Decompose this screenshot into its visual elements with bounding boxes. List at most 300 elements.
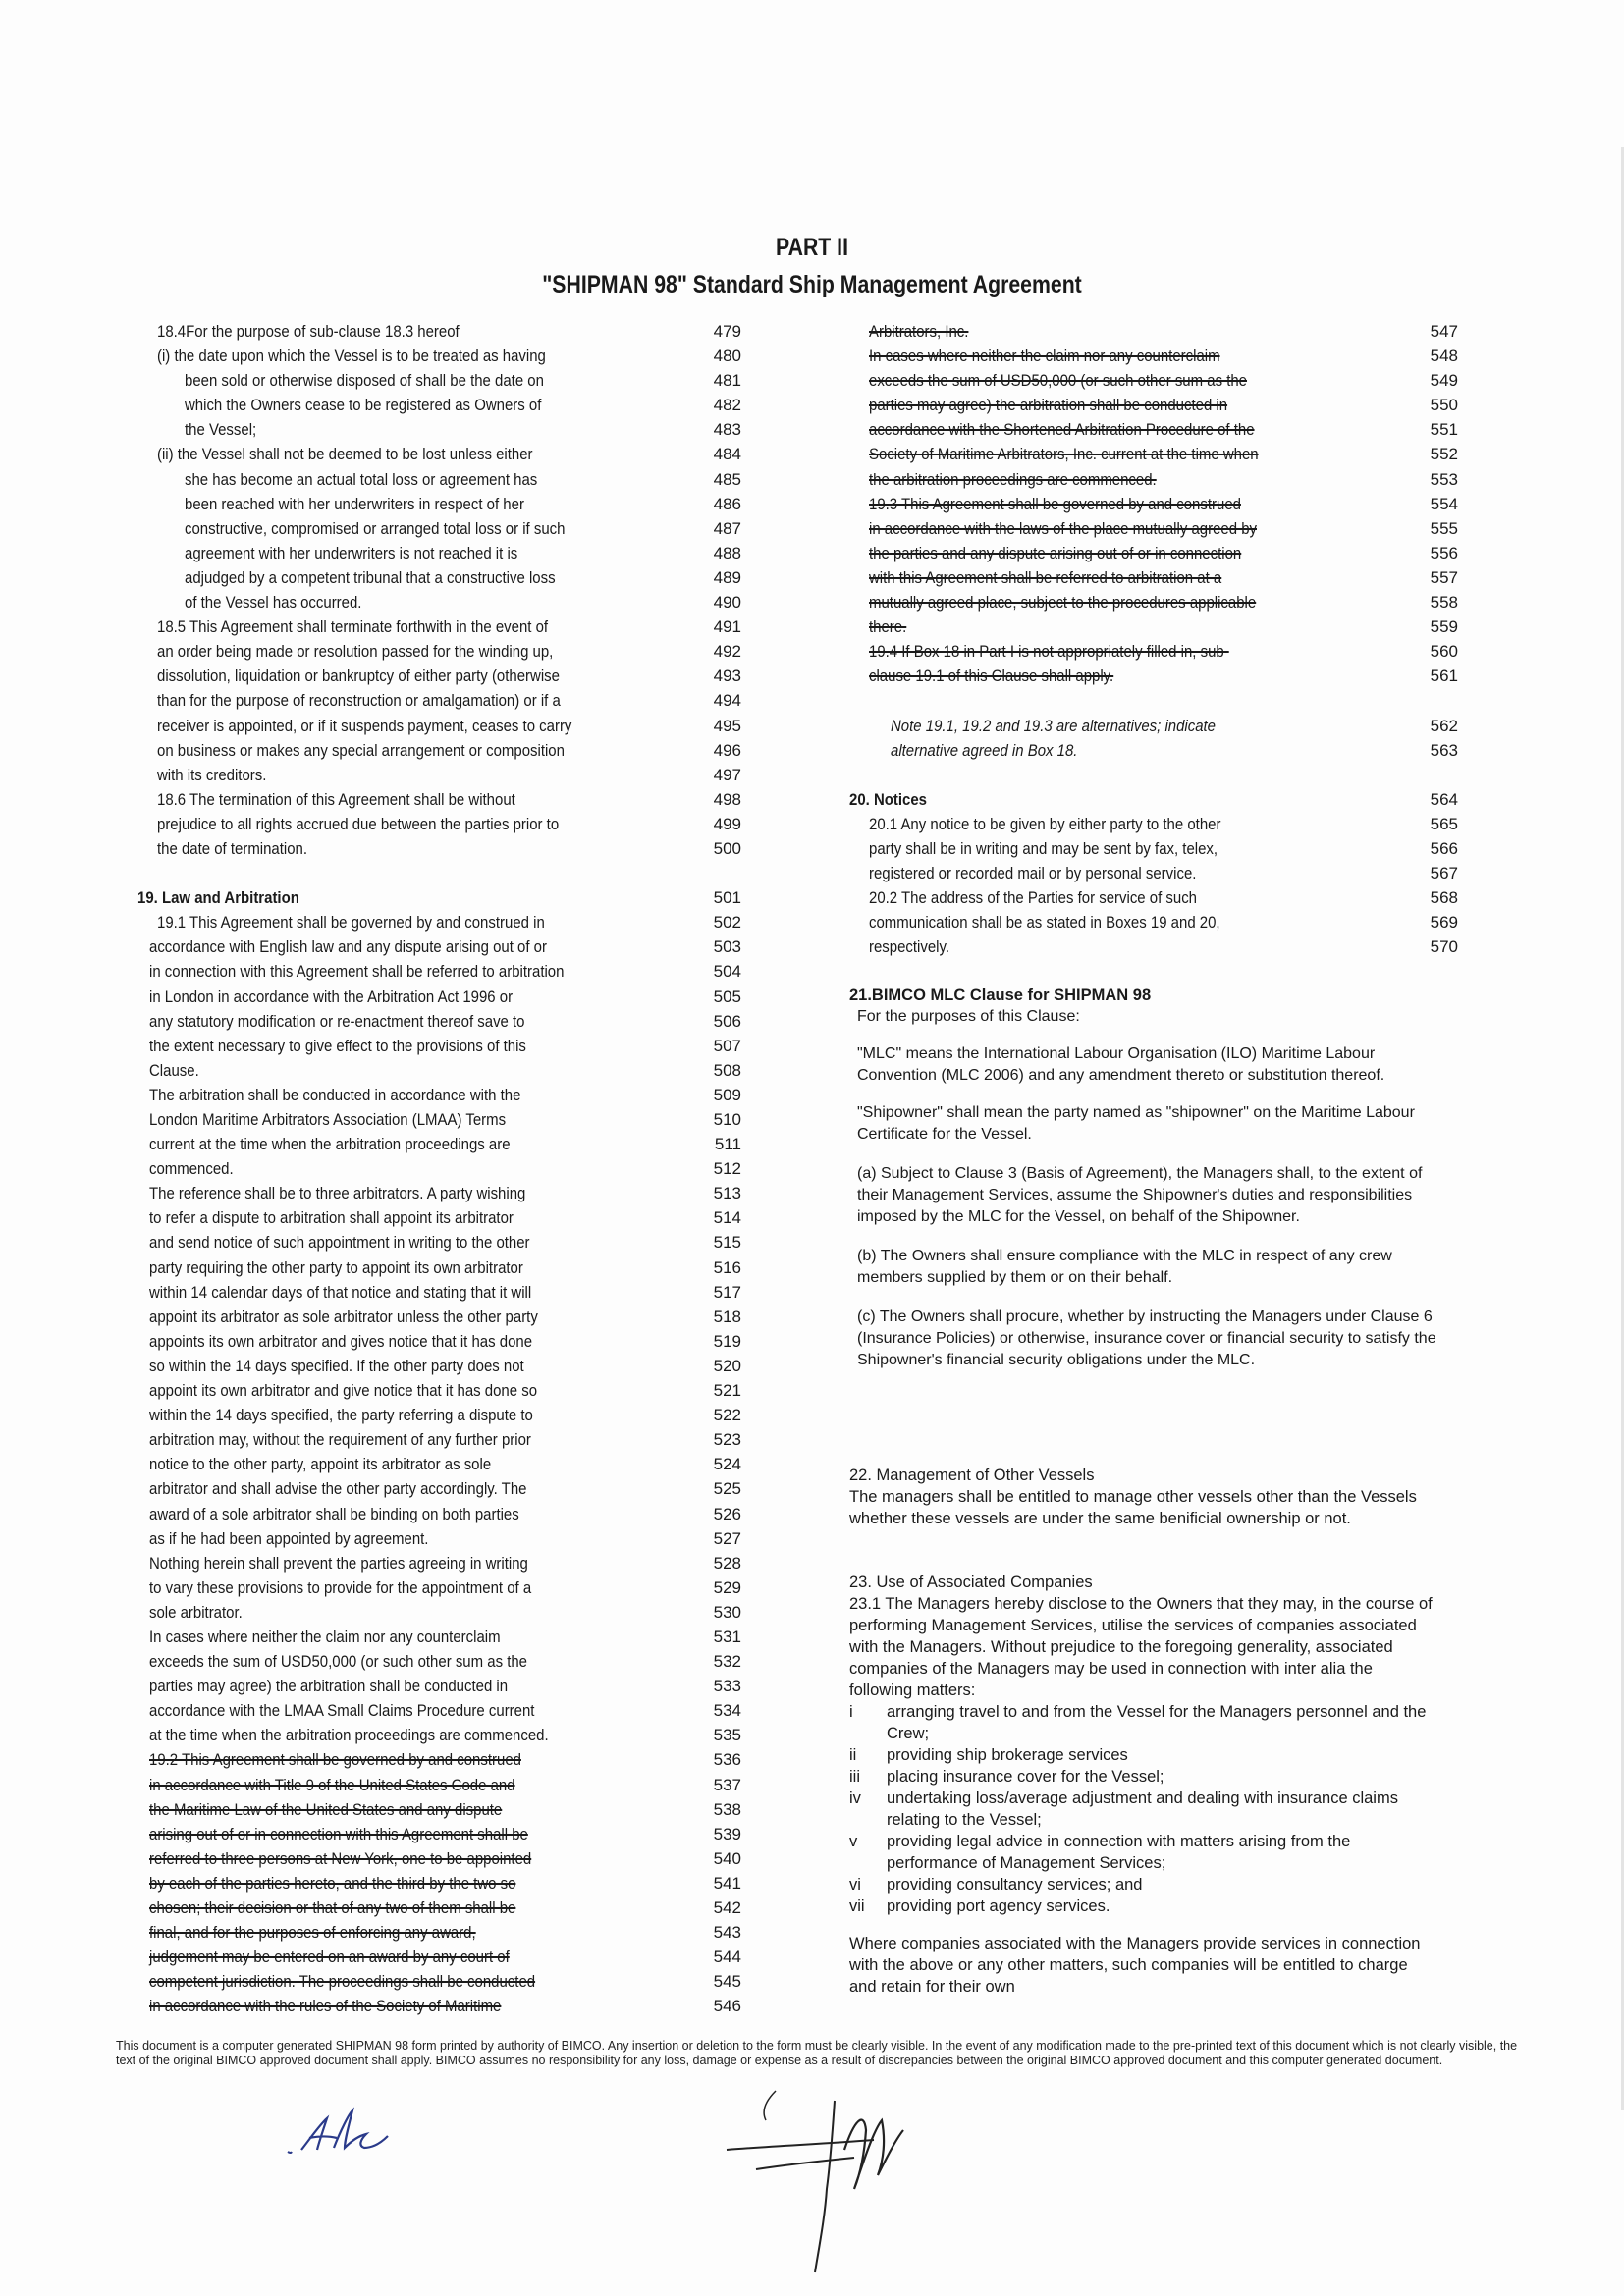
text-line	[149, 1526, 741, 1551]
line-number: 560	[1430, 642, 1458, 662]
text-line	[149, 1994, 741, 2018]
line-text: in London in accordance with the Arbitration Act 1996 or	[149, 987, 514, 1006]
clause-23-list	[849, 1701, 1438, 1917]
line-text: by each of the parties hereto, and the third by the two so	[149, 1873, 516, 1893]
list-item	[849, 1788, 1438, 1831]
text-line	[849, 910, 1458, 934]
line-text: current at the time when the arbitration proceedings are	[149, 1135, 511, 1154]
line-number: 512	[713, 1159, 741, 1179]
line-text: accordance with English law and any dispute arising out of or	[149, 937, 547, 957]
text-line	[849, 565, 1458, 590]
line-number: 555	[1430, 518, 1458, 538]
line-number: 504	[713, 962, 741, 982]
line-number: 550	[1430, 396, 1458, 415]
line-text: arbitration may, without the requirement of any further prior	[149, 1430, 531, 1450]
line-number: 549	[1430, 371, 1458, 391]
line-number: 539	[713, 1824, 741, 1843]
line-text: receiver is appointed, or if it suspends payment, ceases to carry	[157, 716, 572, 735]
line-number: 554	[1430, 494, 1458, 513]
text-line	[149, 1083, 741, 1107]
line-number: 523	[713, 1430, 741, 1450]
line-text: party requiring the other party to appoint its own arbitrator	[149, 1257, 523, 1277]
line-number: 511	[714, 1135, 741, 1154]
line-text: an order being made or resolution passed for the winding up,	[157, 642, 554, 662]
line-text: In cases where neither the claim nor any counterclaim	[149, 1627, 501, 1646]
line-number: 489	[713, 567, 741, 587]
text-line	[149, 1427, 741, 1452]
line-text: appoint its arbitrator as sole arbitrator unless the other party	[149, 1307, 538, 1326]
line-text: 18.5 This Agreement shall terminate forthwith in the event of	[157, 617, 549, 637]
line-text: 19.3 This Agreement shall be governed by and construed	[869, 494, 1241, 513]
line-number: 531	[713, 1627, 741, 1646]
part-heading: PART II	[775, 234, 848, 261]
line-text: appoints its own arbitrator and gives notice that it has done	[149, 1331, 533, 1351]
line-text: appoint its own arbitrator and give notice that it has done so	[149, 1381, 538, 1401]
line-number: 494	[713, 691, 741, 711]
list-item-text: providing legal advice in connection with matters arising from the performance of Management Services;	[887, 1833, 1351, 1872]
line-number: 517	[713, 1282, 741, 1302]
text-line	[149, 1205, 741, 1230]
text-line	[149, 1920, 741, 1945]
line-number: 519	[713, 1331, 741, 1351]
text-line	[149, 1575, 741, 1600]
text-line	[149, 1403, 741, 1427]
line-text: the arbitration proceedings are commenced.	[869, 469, 1157, 489]
line-text: (i) the date upon which the Vessel is to be treated as having	[157, 347, 546, 366]
line-number: 506	[713, 1011, 741, 1031]
text-line	[849, 688, 1458, 713]
line-number: 499	[713, 814, 741, 833]
text-line	[157, 344, 741, 368]
line-number: 568	[1430, 888, 1458, 908]
line-number: 493	[713, 667, 741, 686]
line-text: 19.2 This Agreement shall be governed by and construed	[149, 1750, 521, 1770]
text-line	[149, 1625, 741, 1649]
list-item	[849, 1766, 1438, 1788]
text-line	[157, 319, 741, 344]
text-line	[149, 1107, 741, 1132]
handwritten-signature	[717, 2081, 952, 2277]
line-text: 18.4For the purpose of sub-clause 18.3 hereof	[157, 322, 460, 341]
line-number: 500	[713, 838, 741, 858]
line-text: London Maritime Arbitrators Association (LMAA) Terms	[149, 1110, 507, 1129]
text-line	[149, 985, 741, 1009]
text-line	[149, 1452, 741, 1476]
line-text: there.	[869, 617, 907, 637]
text-line	[149, 1009, 741, 1034]
text-line	[149, 1255, 741, 1280]
text-line	[149, 1698, 741, 1723]
text-line	[849, 836, 1458, 861]
line-number: 501	[713, 888, 741, 908]
text-line	[149, 1773, 741, 1797]
line-text: been reached with her underwriters in respect of her	[185, 494, 524, 513]
line-number: 510	[713, 1110, 741, 1129]
line-text: Arbitrators, Inc.	[869, 322, 969, 341]
text-line	[149, 1649, 741, 1674]
clause-22-body: The managers shall be entitled to manage other vessels other than the Vessels whether these vessels are under the same benificial ownership or not.	[849, 1488, 1417, 1527]
line-number: 525	[713, 1479, 741, 1499]
list-item	[849, 1744, 1438, 1766]
left-column	[137, 319, 741, 2018]
text-line	[149, 1305, 741, 1329]
line-number: 515	[713, 1233, 741, 1253]
text-line	[157, 688, 741, 713]
line-text: The reference shall be to three arbitrators. A party wishing	[149, 1184, 526, 1203]
line-text: at the time when the arbitration proceedings are commenced.	[149, 1726, 549, 1745]
text-line	[149, 1280, 741, 1305]
line-number: 566	[1430, 838, 1458, 858]
line-number: 508	[713, 1060, 741, 1080]
clause-21-intro: For the purposes of this Clause:	[857, 1008, 1080, 1025]
line-text: exceeds the sum of USD50,000 (or such other sum as the	[869, 371, 1248, 391]
text-line	[157, 639, 741, 664]
initials-signature	[280, 2101, 398, 2169]
text-line	[149, 1797, 741, 1822]
list-item-text: providing ship brokerage services	[887, 1746, 1128, 1764]
text-line	[149, 1034, 741, 1058]
text-line	[849, 393, 1458, 417]
text-line	[149, 1871, 741, 1896]
line-number: 520	[713, 1356, 741, 1375]
line-text: notice to the other party, appoint its arbitrator as sole	[149, 1455, 492, 1474]
line-text: 19. Law and Arbitration	[137, 888, 299, 908]
text-line	[149, 1723, 741, 1747]
text-line	[149, 1969, 741, 1994]
list-item	[849, 1896, 1438, 1917]
list-item-marker: iii	[849, 1768, 860, 1786]
line-text: to vary these provisions to provide for the appointment of a	[149, 1577, 532, 1597]
clause-21-heading: 21.BIMCO MLC Clause for SHIPMAN 98	[849, 987, 1152, 1004]
line-number: 509	[713, 1085, 741, 1104]
line-text: parties may agree) the arbitration shall be conducted in	[869, 396, 1228, 415]
text-line	[849, 714, 1458, 738]
line-text: which the Owners cease to be registered as Owners of	[185, 396, 542, 415]
line-text: of the Vessel has occurred.	[185, 593, 362, 613]
line-text: award of a sole arbitrator shall be binding on both parties	[149, 1504, 519, 1523]
line-text: arbitrator and shall advise the other party accordingly. The	[149, 1479, 527, 1499]
list-item-marker: v	[849, 1833, 858, 1850]
text-line	[157, 590, 741, 614]
line-text: and send notice of such appointment in writing to the other	[149, 1233, 530, 1253]
line-number: 544	[713, 1948, 741, 1967]
line-number: 524	[713, 1455, 741, 1474]
list-item-marker: vi	[849, 1876, 861, 1894]
line-number: 557	[1430, 567, 1458, 587]
line-number: 567	[1430, 864, 1458, 883]
text-line	[849, 590, 1458, 614]
line-text: on business or makes any special arrangement or composition	[157, 740, 565, 760]
line-text: as if he had been appointed by agreement.	[149, 1528, 429, 1548]
list-item-text: placing insurance cover for the Vessel;	[887, 1768, 1164, 1786]
line-text: mutually agreed place, subject to the procedures applicable	[869, 593, 1257, 613]
line-text: accordance with the Shortened Arbitration Procedure of the	[869, 420, 1255, 440]
line-text: communication shall be as stated in Boxes 19 and 20,	[869, 913, 1220, 933]
line-text: any statutory modification or re-enactment thereof save to	[149, 1011, 525, 1031]
shipowner-definition: "Shipowner" shall mean the party named as "shipowner" on the Maritime Labour Certificate for the Vessel.	[857, 1104, 1415, 1143]
text-line	[157, 763, 741, 787]
line-number: 507	[713, 1036, 741, 1055]
text-line	[149, 1058, 741, 1083]
text-line	[149, 1378, 741, 1403]
text-line	[149, 1132, 741, 1156]
line-text: so within the 14 days specified. If the other party does not	[149, 1356, 524, 1375]
line-text: in accordance with Title 9 of the United States Code and	[149, 1775, 515, 1794]
line-text: 20.1 Any notice to be given by either party to the other	[869, 814, 1221, 833]
line-number: 518	[713, 1307, 741, 1326]
line-number: 498	[713, 789, 741, 809]
line-number: 492	[713, 642, 741, 662]
text-line	[149, 1747, 741, 1772]
line-number: 479	[713, 322, 741, 341]
line-number: 496	[713, 740, 741, 760]
text-line	[149, 1329, 741, 1354]
text-line	[137, 885, 741, 910]
clause-22-heading: 22. Management of Other Vessels	[849, 1467, 1095, 1484]
line-number: 490	[713, 593, 741, 613]
line-text: Society of Maritime Arbitrators, Inc. current at the time when	[869, 445, 1259, 464]
text-line	[849, 368, 1458, 393]
line-text: within the 14 days specified, the party referring a dispute to	[149, 1406, 533, 1425]
line-number: 569	[1430, 913, 1458, 933]
line-text: registered or recorded mail or by personal service.	[869, 864, 1197, 883]
line-text: been sold or otherwise disposed of shall be the date on	[185, 371, 544, 391]
clause-21	[849, 985, 1438, 1371]
line-text: In cases where neither the claim nor any counterclaim	[869, 347, 1220, 366]
line-text: the Vessel;	[185, 420, 257, 440]
text-line	[849, 442, 1458, 466]
text-line	[849, 738, 1458, 763]
line-text: arising out of or in connection with this Agreement shall be	[149, 1824, 528, 1843]
list-item-text: undertaking loss/average adjustment and dealing with insurance claims relating to the Vessel;	[887, 1789, 1398, 1829]
text-line	[149, 1181, 741, 1205]
text-line	[157, 417, 741, 442]
text-line	[157, 664, 741, 688]
mlc-definition: "MLC" means the International Labour Organisation (ILO) Maritime Labour Convention (MLC 2006) and any amendment thereto or substitution thereof.	[857, 1045, 1385, 1084]
text-line	[157, 467, 741, 492]
line-number: 529	[713, 1577, 741, 1597]
line-text: 19.1 This Agreement shall be governed by and construed in	[157, 913, 545, 933]
list-item	[849, 1874, 1438, 1896]
line-number: 559	[1430, 617, 1458, 637]
line-text: the extent necessary to give effect to the provisions of this	[149, 1036, 526, 1055]
line-number: 553	[1430, 469, 1458, 489]
clause-23-heading: 23. Use of Associated Companies	[849, 1574, 1093, 1591]
text-line	[849, 787, 1458, 812]
text-line	[149, 1822, 741, 1846]
line-number: 505	[713, 987, 741, 1006]
clause-23-body: 23.1 The Managers hereby disclose to the Owners that they may, in the course of performing Management Services, utilise the services of companies associated with the Managers. Without prejudice to the foregoing generality, associated companies of the Managers may be used in connection with inter alia the following matters:	[849, 1595, 1433, 1699]
line-number: 561	[1430, 667, 1458, 686]
line-number: 491	[713, 617, 741, 637]
line-number: 533	[713, 1677, 741, 1696]
text-line	[849, 614, 1458, 639]
list-item	[849, 1831, 1438, 1874]
line-text: 20.2 The address of the Parties for service of such	[869, 888, 1198, 908]
line-number: 541	[713, 1873, 741, 1893]
clause-23	[849, 1572, 1438, 1998]
text-line	[849, 639, 1458, 664]
line-text: referred to three persons at New York, one to be appointed	[149, 1848, 532, 1868]
text-line	[157, 516, 741, 541]
line-number: 558	[1430, 593, 1458, 613]
text-line	[157, 738, 741, 763]
text-line	[157, 393, 741, 417]
list-item-marker: ii	[849, 1746, 857, 1764]
line-number: 483	[713, 420, 741, 440]
text-line	[849, 885, 1458, 910]
line-number: 556	[1430, 543, 1458, 562]
text-line	[149, 1551, 741, 1575]
line-text: to refer a dispute to arbitration shall appoint its arbitrator	[149, 1208, 514, 1228]
document-title: "SHIPMAN 98" Standard Ship Management Agreement	[542, 271, 1082, 298]
text-line	[849, 664, 1458, 688]
line-text: with its creditors.	[157, 765, 267, 784]
line-text: within 14 calendar days of that notice and stating that it will	[149, 1282, 532, 1302]
right-column	[849, 319, 1458, 959]
line-text: than for the purpose of reconstruction or amalgamation) or if a	[157, 691, 561, 711]
text-line	[157, 442, 741, 466]
line-number: 565	[1430, 814, 1458, 833]
line-number: 530	[713, 1602, 741, 1622]
line-text: in accordance with the laws of the place mutually agreed by	[869, 518, 1258, 538]
list-item-text: providing consultancy services; and	[887, 1876, 1143, 1894]
line-text: judgement may be entered on an award by any court of	[149, 1948, 510, 1967]
text-line	[149, 1354, 741, 1378]
line-text: 18.6 The termination of this Agreement shall be without	[157, 789, 515, 809]
clause-21-c: (c) The Owners shall procure, whether by instructing the Managers under Clause 6 (Insurance Policies) or otherwise, insurance cover or financial security to satisfy the Shipowner's financial security obligations under the MLC.	[857, 1308, 1436, 1368]
line-text: final, and for the purposes of enforcing any award,	[149, 1923, 476, 1943]
line-number: 546	[713, 1997, 741, 2016]
line-number: 552	[1430, 445, 1458, 464]
line-text: chosen; their decision or that of any two of them shall be	[149, 1898, 516, 1917]
text-line	[849, 319, 1458, 344]
text-line	[157, 714, 741, 738]
line-text: Clause.	[149, 1060, 199, 1080]
text-line	[149, 1600, 741, 1625]
clause-21-a: (a) Subject to Clause 3 (Basis of Agreement), the Managers shall, to the extent of their Management Services, assume the Shipowner's duties and responsibilities imposed by the MLC for the Vessel, on behalf of the Shipowner.	[857, 1165, 1423, 1225]
line-number: 482	[713, 396, 741, 415]
text-line	[149, 959, 741, 984]
line-number: 536	[713, 1750, 741, 1770]
line-number: 486	[713, 494, 741, 513]
line-text: clause 19.1 of this Clause shall apply.	[869, 667, 1114, 686]
text-line	[849, 492, 1458, 516]
line-number: 532	[713, 1652, 741, 1672]
line-text: adjudged by a competent tribunal that a constructive loss	[185, 567, 556, 587]
line-number: 551	[1430, 420, 1458, 440]
line-text: agreement with her underwriters is not reached it is	[185, 543, 518, 562]
text-line	[849, 467, 1458, 492]
footer-disclaimer: This document is a computer generated SHIPMAN 98 form printed by authority of BIMCO. Any insertion or deletion to the form must be clearly visible. In the event of any modification made to the pre-printed text of this document which is not clearly visible, the text of the original BIMCO approved document shall apply. BIMCO assumes no responsibility for any loss, damage or expense as a result of discrepancies between the original BIMCO approved document and this computer generated document.	[116, 2039, 1518, 2067]
text-line	[849, 344, 1458, 368]
line-number: 570	[1430, 937, 1458, 957]
text-line	[149, 1945, 741, 1969]
text-line	[149, 1674, 741, 1698]
line-text: Note 19.1, 19.2 and 19.3 are alternatives; indicate	[891, 716, 1217, 735]
text-line	[157, 861, 741, 885]
list-item-marker: iv	[849, 1789, 861, 1807]
line-number: 538	[713, 1799, 741, 1819]
line-text: (ii) the Vessel shall not be deemed to be lost unless either	[157, 445, 533, 464]
line-number: 527	[713, 1528, 741, 1548]
line-number: 484	[713, 445, 741, 464]
clause-23-tail: Where companies associated with the Managers provide services in connection with the above or any other matters, such companies will be entitled to charge and retain for their own	[849, 1935, 1421, 1996]
line-number: 487	[713, 518, 741, 538]
line-number: 543	[713, 1923, 741, 1943]
line-number: 534	[713, 1701, 741, 1721]
text-line	[849, 861, 1458, 885]
line-text: she has become an actual total loss or agreement has	[185, 469, 538, 489]
text-line	[157, 565, 741, 590]
text-line	[157, 787, 741, 812]
line-text: sole arbitrator.	[149, 1602, 243, 1622]
line-number: 540	[713, 1848, 741, 1868]
line-number: 563	[1430, 740, 1458, 760]
text-line	[149, 1476, 741, 1501]
text-line	[157, 368, 741, 393]
line-number: 522	[713, 1406, 741, 1425]
text-line	[849, 934, 1458, 959]
line-text: parties may agree) the arbitration shall be conducted in	[149, 1677, 509, 1696]
list-item	[849, 1701, 1438, 1744]
line-number: 548	[1430, 347, 1458, 366]
line-number: 521	[713, 1381, 741, 1401]
line-number: 516	[713, 1257, 741, 1277]
text-line	[149, 1502, 741, 1526]
line-number: 514	[713, 1208, 741, 1228]
line-number: 562	[1430, 716, 1458, 735]
line-text: respectively.	[869, 937, 950, 957]
text-line	[849, 541, 1458, 565]
line-number: 495	[713, 716, 741, 735]
line-text: in accordance with the rules of the Society of Maritime	[149, 1997, 502, 2016]
line-number: 547	[1430, 322, 1458, 341]
text-line	[157, 614, 741, 639]
list-item-text: arranging travel to and from the Vessel for the Managers personnel and the Crew;	[887, 1703, 1427, 1742]
clause-22	[849, 1465, 1438, 1529]
line-number: 480	[713, 347, 741, 366]
line-text: The arbitration shall be conducted in accordance with the	[149, 1085, 521, 1104]
line-number: 481	[713, 371, 741, 391]
line-number: 488	[713, 543, 741, 562]
text-line	[849, 812, 1458, 836]
line-text: 19.4 If Box 18 in Part I is not appropriately filled in, sub-	[869, 642, 1229, 662]
line-number: 545	[713, 1972, 741, 1992]
text-line	[149, 1896, 741, 1920]
list-item-marker: i	[849, 1703, 853, 1721]
list-item-text: providing port agency services.	[887, 1897, 1110, 1915]
line-text: with this Agreement shall be referred to arbitration at a	[869, 567, 1222, 587]
clause-21-b: (b) The Owners shall ensure compliance with the MLC in respect of any crew members supplied by them or on their behalf.	[857, 1248, 1392, 1286]
line-number: 526	[713, 1504, 741, 1523]
text-line	[157, 836, 741, 861]
line-text: dissolution, liquidation or bankruptcy of either party (otherwise	[157, 667, 560, 686]
line-number: 503	[713, 937, 741, 957]
line-text: competent jurisdiction. The proceedings shall be conducted	[149, 1972, 536, 1992]
line-text: alternative agreed in Box 18.	[891, 740, 1078, 760]
line-text: party shall be in writing and may be sent by fax, telex,	[869, 838, 1218, 858]
line-number: 528	[713, 1553, 741, 1573]
line-number: 564	[1430, 789, 1458, 809]
text-line	[849, 417, 1458, 442]
text-line	[157, 910, 741, 934]
text-line	[849, 516, 1458, 541]
line-text: accordance with the LMAA Small Claims Procedure current	[149, 1701, 535, 1721]
line-number: 485	[713, 469, 741, 489]
line-text: prejudice to all rights accrued due between the parties prior to	[157, 814, 560, 833]
text-line	[157, 541, 741, 565]
